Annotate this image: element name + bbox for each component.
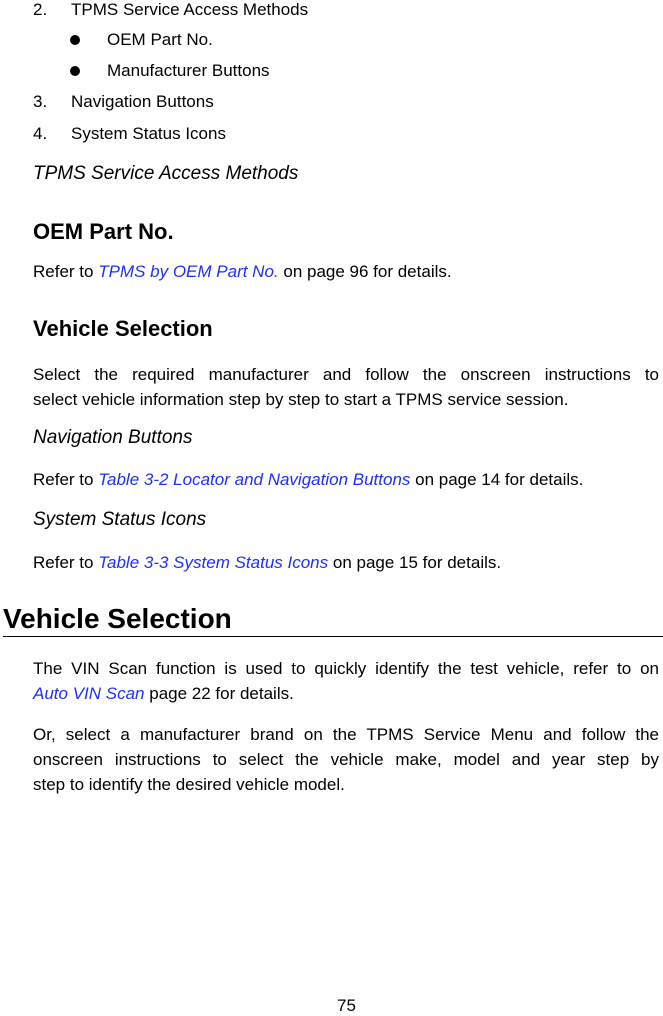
status-refer-prefix: Refer to xyxy=(33,553,99,572)
nav-refer-suffix: on page 14 for details. xyxy=(410,470,584,489)
manufacturer-brand-line-2: onscreen instructions to select the vehicle make, model and year step by xyxy=(33,750,659,769)
vehicle-selection-line-2: select vehicle information step by step to start a TPMS service session. xyxy=(33,390,569,409)
manufacturer-brand-paragraph xyxy=(33,722,659,797)
manufacturer-brand-line-1: Or, select a manufacturer brand on the TPMS Service Menu and follow the xyxy=(33,725,659,744)
bullet-dot-icon xyxy=(70,66,80,76)
navigation-buttons-text xyxy=(33,470,583,490)
section-divider xyxy=(3,636,663,637)
list-item-3-label: Navigation Buttons xyxy=(71,92,214,111)
auto-vin-scan-link[interactable]: Auto VIN Scan xyxy=(33,684,145,703)
vin-scan-line-1: The VIN Scan function is used to quickly identify the test vehicle, refer to on xyxy=(33,659,659,678)
locator-navigation-table-link[interactable]: Table 3-2 Locator and Navigation Buttons xyxy=(98,470,411,489)
system-status-table-link[interactable]: Table 3-3 System Status Icons xyxy=(98,553,329,572)
oem-part-no-heading: OEM Part No. xyxy=(33,219,174,244)
nav-refer-prefix: Refer to xyxy=(33,470,99,489)
vehicle-selection-subheading: Vehicle Selection xyxy=(33,316,213,341)
oem-part-no-text xyxy=(33,262,452,282)
tpms-access-methods-heading: TPMS Service Access Methods xyxy=(33,163,299,184)
bullet-dot-icon xyxy=(70,35,80,45)
system-status-icons-heading: System Status Icons xyxy=(33,509,207,530)
oem-refer-suffix: on page 96 for details. xyxy=(278,262,452,281)
vehicle-selection-line-1: Select the required manufacturer and follow the onscreen instructions to xyxy=(33,365,659,384)
manufacturer-brand-line-3: step to identify the desired vehicle model. xyxy=(33,775,345,794)
vin-scan-line-2 xyxy=(33,681,659,706)
status-refer-suffix: on page 15 for details. xyxy=(328,553,502,572)
vin-scan-suffix: page 22 for details. xyxy=(144,684,294,703)
vin-scan-paragraph xyxy=(33,656,659,706)
list-item-4-label: System Status Icons xyxy=(71,124,226,143)
oem-refer-prefix: Refer to xyxy=(33,262,99,281)
vehicle-selection-paragraph xyxy=(33,362,659,412)
vehicle-selection-section-title: Vehicle Selection xyxy=(3,603,232,634)
bullet-item-oem-part-no: OEM Part No. xyxy=(107,30,213,49)
list-item-2-number: 2. xyxy=(33,0,48,19)
list-item-2-label: TPMS Service Access Methods xyxy=(71,0,309,19)
system-status-icons-text xyxy=(33,553,501,573)
oem-part-no-link[interactable]: TPMS by OEM Part No. xyxy=(98,262,279,281)
navigation-buttons-heading: Navigation Buttons xyxy=(33,427,193,448)
page-number: 75 xyxy=(337,996,356,1015)
list-item-3-number: 3. xyxy=(33,92,48,111)
bullet-item-manufacturer-buttons: Manufacturer Buttons xyxy=(107,61,270,80)
list-item-4-number: 4. xyxy=(33,124,48,143)
